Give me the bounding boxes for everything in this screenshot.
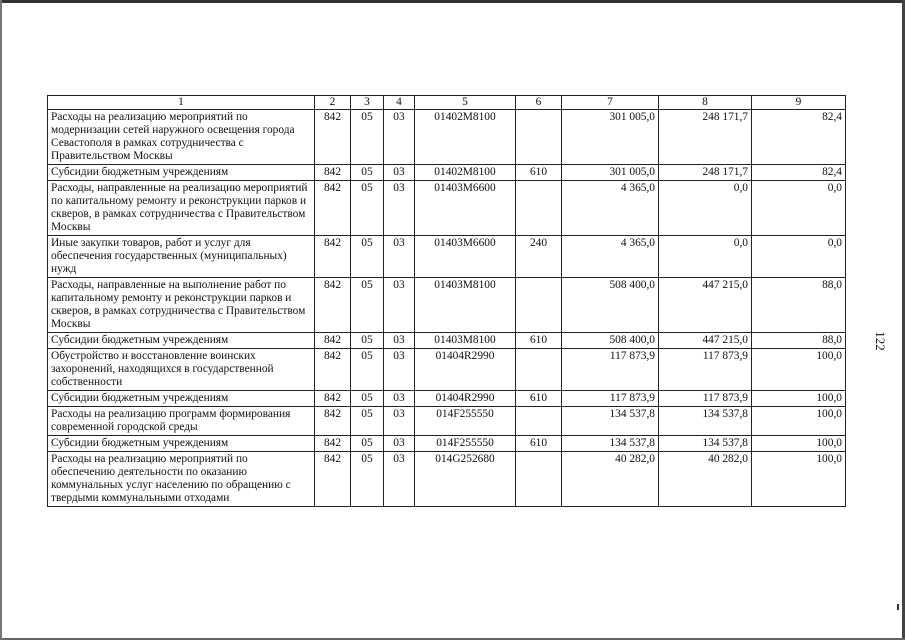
header-cell: 5 [415, 96, 516, 110]
header-row [48, 96, 846, 110]
section-code-cell: 05 [351, 436, 384, 452]
target-article-cell: 01404R2990 [415, 391, 516, 407]
execution-percent-cell: 82,4 [752, 110, 846, 165]
row-name-cell: Субсидии бюджетным учреждениям [48, 333, 315, 349]
expense-type-cell: 610 [516, 391, 562, 407]
approved-amount-cell: 508 400,0 [562, 333, 659, 349]
ministry-code-cell: 842 [315, 391, 351, 407]
executed-amount-cell: 248 171,7 [659, 110, 752, 165]
execution-percent-cell: 100,0 [752, 436, 846, 452]
execution-percent-cell: 88,0 [752, 278, 846, 333]
approved-amount-cell: 134 537,8 [562, 407, 659, 436]
header-cell: 9 [752, 96, 846, 110]
table-body [48, 96, 846, 507]
execution-percent-cell: 100,0 [752, 452, 846, 507]
expense-type-cell [516, 407, 562, 436]
subsection-code-cell: 03 [384, 278, 415, 333]
executed-amount-cell: 0,0 [659, 181, 752, 236]
header-cell: 6 [516, 96, 562, 110]
table-row [48, 333, 846, 349]
executed-amount-cell: 40 282,0 [659, 452, 752, 507]
header-cell: 7 [562, 96, 659, 110]
approved-amount-cell: 301 005,0 [562, 165, 659, 181]
row-name-cell: Расходы, направленные на выполнение работ по капитальному ремонту и реконструкции парков и скверов, в рамках сотрудничества с Правительством Москвы [48, 278, 315, 333]
section-code-cell: 05 [351, 181, 384, 236]
ministry-code-cell: 842 [315, 110, 351, 165]
table-row [48, 391, 846, 407]
target-article-cell: 014F255550 [415, 436, 516, 452]
executed-amount-cell: 117 873,9 [659, 349, 752, 391]
target-article-cell: 01402M8100 [415, 165, 516, 181]
target-article-cell: 01403M6600 [415, 236, 516, 278]
approved-amount-cell: 301 005,0 [562, 110, 659, 165]
row-name-cell: Субсидии бюджетным учреждениям [48, 391, 315, 407]
approved-amount-cell: 4 365,0 [562, 181, 659, 236]
expense-type-cell: 610 [516, 165, 562, 181]
table-row [48, 165, 846, 181]
ministry-code-cell: 842 [315, 278, 351, 333]
execution-percent-cell: 88,0 [752, 333, 846, 349]
execution-percent-cell: 0,0 [752, 181, 846, 236]
ministry-code-cell: 842 [315, 236, 351, 278]
section-code-cell: 05 [351, 391, 384, 407]
subsection-code-cell: 03 [384, 407, 415, 436]
header-cell: 8 [659, 96, 752, 110]
table-row [48, 349, 846, 391]
section-code-cell: 05 [351, 452, 384, 507]
table-row [48, 236, 846, 278]
header-cell: 2 [315, 96, 351, 110]
target-article-cell: 01404R2990 [415, 349, 516, 391]
scan-edge-top [0, 0, 905, 3]
row-name-cell: Расходы на реализацию программ формирования современной городской среды [48, 407, 315, 436]
target-article-cell: 01403M8100 [415, 278, 516, 333]
row-name-cell: Обустройство и восстановление воинских захоронений, находящихся в государственной собственности [48, 349, 315, 391]
expense-type-cell [516, 181, 562, 236]
section-code-cell: 05 [351, 349, 384, 391]
table-row [48, 452, 846, 507]
row-name-cell: Расходы на реализацию мероприятий по обеспечению деятельности по оказанию коммунальных услуг населению по обращению с твердыми коммунальными отходами [48, 452, 315, 507]
ministry-code-cell: 842 [315, 165, 351, 181]
ministry-code-cell: 842 [315, 333, 351, 349]
subsection-code-cell: 03 [384, 436, 415, 452]
execution-percent-cell: 100,0 [752, 391, 846, 407]
row-name-cell: Расходы на реализацию мероприятий по модернизации сетей наружного освещения города Севастополя в рамках сотрудничества с Правительством Москвы [48, 110, 315, 165]
executed-amount-cell: 447 215,0 [659, 333, 752, 349]
row-name-cell: Расходы, направленные на реализацию мероприятий по капитальному ремонту и реконструкции парков и скверов, в рамках сотрудничества с Правительством Москвы [48, 181, 315, 236]
table-row [48, 436, 846, 452]
ministry-code-cell: 842 [315, 349, 351, 391]
scan-edge-left [0, 0, 2, 640]
expense-type-cell: 610 [516, 436, 562, 452]
subsection-code-cell: 03 [384, 349, 415, 391]
ministry-code-cell: 842 [315, 181, 351, 236]
expense-type-cell [516, 349, 562, 391]
expense-type-cell [516, 278, 562, 333]
expense-type-cell [516, 452, 562, 507]
row-name-cell: Иные закупки товаров, работ и услуг для обеспечения государственных (муниципальных) нужд [48, 236, 315, 278]
table-row [48, 278, 846, 333]
expense-type-cell: 240 [516, 236, 562, 278]
section-code-cell: 05 [351, 278, 384, 333]
executed-amount-cell: 0,0 [659, 236, 752, 278]
section-code-cell: 05 [351, 333, 384, 349]
header-cell: 3 [351, 96, 384, 110]
approved-amount-cell: 4 365,0 [562, 236, 659, 278]
header-cell: 4 [384, 96, 415, 110]
executed-amount-cell: 248 171,7 [659, 165, 752, 181]
executed-amount-cell: 117 873,9 [659, 391, 752, 407]
row-name-cell: Субсидии бюджетным учреждениям [48, 165, 315, 181]
approved-amount-cell: 508 400,0 [562, 278, 659, 333]
target-article-cell: 014F255550 [415, 407, 516, 436]
execution-percent-cell: 82,4 [752, 165, 846, 181]
target-article-cell: 014G252680 [415, 452, 516, 507]
section-code-cell: 05 [351, 110, 384, 165]
subsection-code-cell: 03 [384, 110, 415, 165]
execution-percent-cell: 100,0 [752, 349, 846, 391]
target-article-cell: 01403M6600 [415, 181, 516, 236]
ministry-code-cell: 842 [315, 407, 351, 436]
target-article-cell: 01402M8100 [415, 110, 516, 165]
expense-type-cell: 610 [516, 333, 562, 349]
page-number: 122 [872, 331, 888, 351]
executed-amount-cell: 447 215,0 [659, 278, 752, 333]
expense-type-cell [516, 110, 562, 165]
execution-percent-cell: 0,0 [752, 236, 846, 278]
subsection-code-cell: 03 [384, 391, 415, 407]
ministry-code-cell: 842 [315, 452, 351, 507]
ministry-code-cell: 842 [315, 436, 351, 452]
executed-amount-cell: 134 537,8 [659, 436, 752, 452]
row-name-cell: Субсидии бюджетным учреждениям [48, 436, 315, 452]
scan-mark [897, 604, 899, 610]
subsection-code-cell: 03 [384, 452, 415, 507]
executed-amount-cell: 134 537,8 [659, 407, 752, 436]
execution-percent-cell: 100,0 [752, 407, 846, 436]
budget-table [47, 95, 846, 507]
section-code-cell: 05 [351, 165, 384, 181]
subsection-code-cell: 03 [384, 165, 415, 181]
header-cell: 1 [48, 96, 315, 110]
approved-amount-cell: 134 537,8 [562, 436, 659, 452]
subsection-code-cell: 03 [384, 181, 415, 236]
approved-amount-cell: 117 873,9 [562, 391, 659, 407]
section-code-cell: 05 [351, 236, 384, 278]
approved-amount-cell: 117 873,9 [562, 349, 659, 391]
section-code-cell: 05 [351, 407, 384, 436]
approved-amount-cell: 40 282,0 [562, 452, 659, 507]
target-article-cell: 01403M8100 [415, 333, 516, 349]
table-row [48, 181, 846, 236]
subsection-code-cell: 03 [384, 333, 415, 349]
table-row [48, 407, 846, 436]
subsection-code-cell: 03 [384, 236, 415, 278]
table-row [48, 110, 846, 165]
